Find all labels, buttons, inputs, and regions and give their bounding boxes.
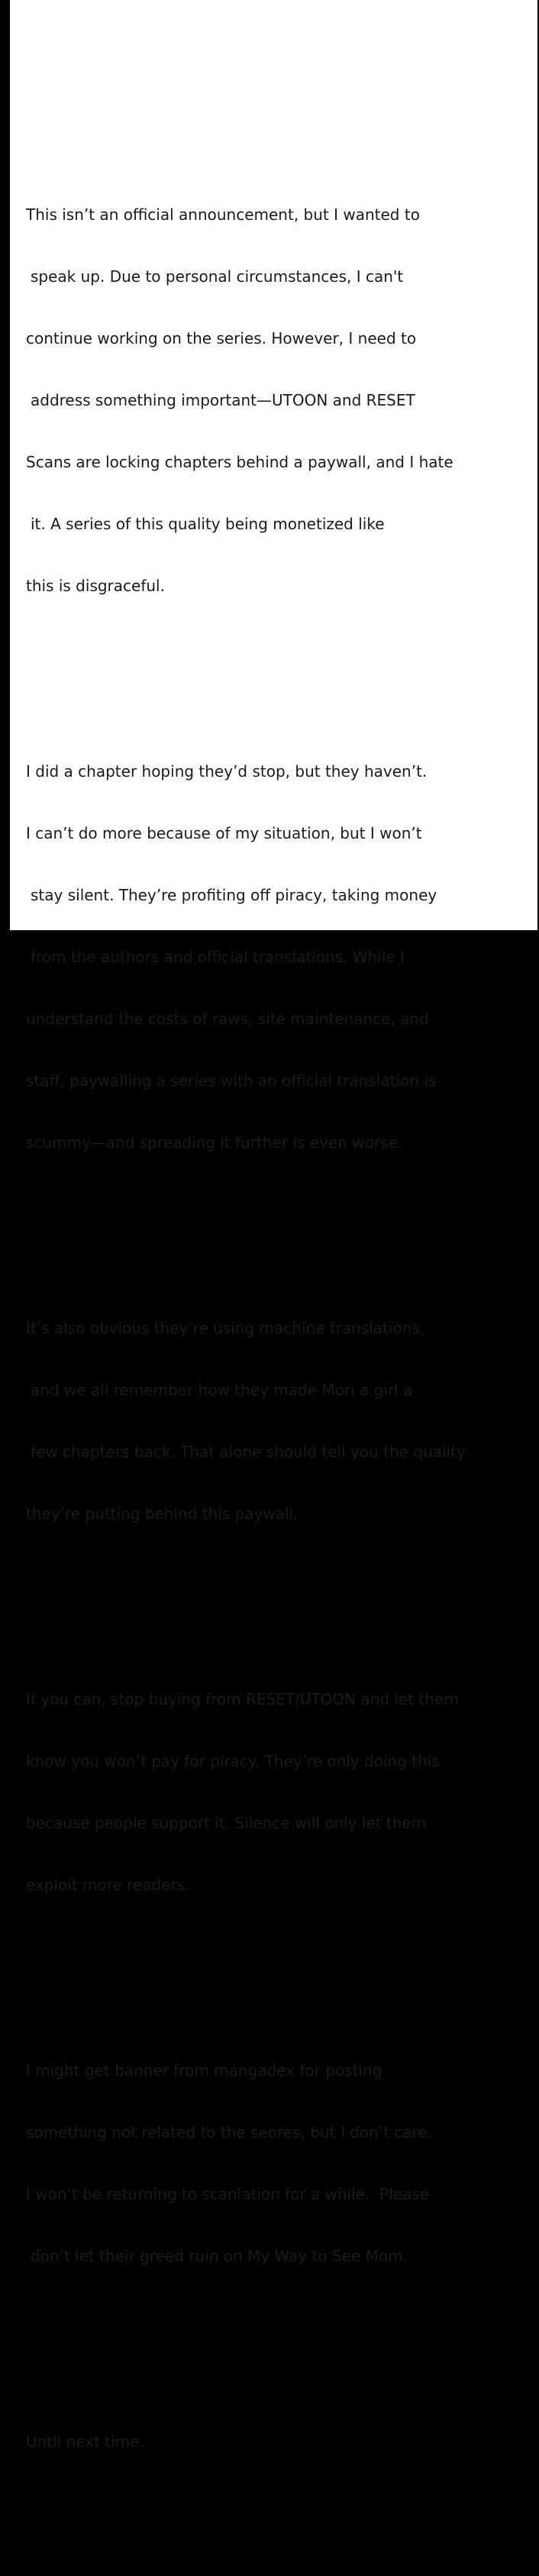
text-line: something not related to the seores, but I don’t care. — [26, 2123, 432, 2141]
text-line: I can’t do more because of my situation, but I won’t — [26, 824, 422, 842]
text-line: don’t let their greed ruin on My Way to See Mom. — [31, 2247, 408, 2265]
text-line: staff, paywalling a series with an official translation is — [26, 1071, 437, 1090]
paragraph-2 — [26, 720, 530, 1194]
closing-line — [26, 2390, 530, 2494]
text-line: from the authors and official translations. While I — [31, 948, 405, 966]
text-line: Scans are locking chapters behind a paywall, and I hate — [26, 453, 453, 471]
text-line: I might get banner from mangadex for posting — [26, 2061, 382, 2080]
text-line: because people support it. Silence will only let them — [26, 1814, 427, 1832]
closing-text: Until next time. — [26, 2432, 144, 2451]
text-line: and we all remember how they made Mori a girl a — [31, 1381, 413, 1399]
paragraph-5 — [26, 2019, 530, 2308]
text-line: understand the costs of raws, site maintenance, and — [26, 1010, 429, 1028]
text-line: continue working on the series. However, I need to — [26, 329, 417, 347]
text-line: I won’t be returning to scanlation for a while. Please — [26, 2185, 430, 2203]
text-line: exploit more readers. — [26, 1876, 190, 1894]
paragraph-3 — [26, 1277, 530, 1566]
paragraph-4 — [26, 1648, 530, 1937]
paragraph-1 — [26, 163, 530, 638]
text-line: It’s also obvious they’re using machine translations, — [26, 1319, 425, 1337]
text-line: I did a chapter hoping they’d stop, but they haven’t. — [26, 762, 428, 781]
text-line: If you can, stop buying from RESET/UTOON and let them — [26, 1690, 459, 1708]
text-line: This isn’t an official announcement, but I wanted to — [26, 205, 420, 224]
text-line: address something important—UTOON and RESET — [31, 391, 415, 409]
text-line: stay silent. They’re profiting off piracy, taking money — [31, 886, 437, 904]
text-line: speak up. Due to personal circumstances, I can't — [31, 267, 404, 286]
text-line: it. A series of this quality being monetized like — [31, 515, 385, 533]
text-line: few chapters back. That alone should tell you the quality — [31, 1443, 466, 1461]
document-page — [10, 0, 537, 2451]
text-line: they’re putting behind this paywall. — [26, 1505, 299, 1523]
text-line: know you won’t pay for piracy. They’re only doing this — [26, 1752, 440, 1770]
announcement-text — [26, 102, 530, 2576]
text-line: scummy—and spreading it further is even worse. — [26, 1133, 403, 1152]
text-line: this is disgraceful. — [26, 577, 165, 595]
